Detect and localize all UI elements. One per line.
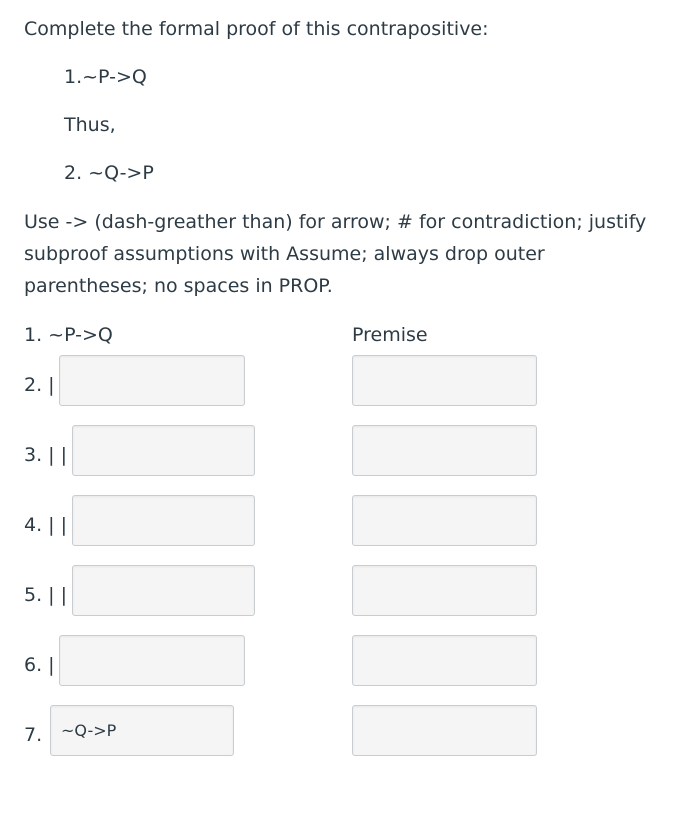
proof-line-5-prop-input[interactable] [72,565,255,616]
proof-line-5-label: 5. | | [24,584,68,606]
instruction-text: Complete the formal proof of this contrapositive: [24,18,489,40]
proof-line-4-prop-input[interactable] [72,495,255,546]
proof-line-3-justification-input[interactable] [352,425,537,476]
proof-line-2-label: 2. | [24,374,55,396]
proof-line-7-prop-input[interactable] [50,705,234,756]
proof-line-3-prop-input[interactable] [72,425,255,476]
conclusion-line: 2. ~Q->P [64,162,154,184]
proof-line-6-prop-input[interactable] [59,635,245,686]
proof-line-3-label: 3. | | [24,444,68,466]
proof-line-4-label: 4. | | [24,514,68,536]
proof-line-5-justification-input[interactable] [352,565,537,616]
proof-line-7-justification-input[interactable] [352,705,537,756]
instructions-notes: Use -> (dash-greather than) for arrow; # for contradiction; justify subproof assumptions with Assume; always drop outer parentheses; no spaces in PROP. [24,211,647,297]
proof-line-4-justification-input[interactable] [352,495,537,546]
proof-line-1-justification: Premise [352,324,428,346]
premise-line: 1.~P->Q [64,66,147,88]
proof-line-6-label: 6. | [24,654,55,676]
proof-line-1-text: 1. ~P->Q [24,324,113,346]
proof-line-6-justification-input[interactable] [352,635,537,686]
thus-word: Thus, [64,114,116,136]
proof-line-2-justification-input[interactable] [352,355,537,406]
proof-line-7-label: 7. [24,724,43,746]
proof-line-2-prop-input[interactable] [59,355,245,406]
